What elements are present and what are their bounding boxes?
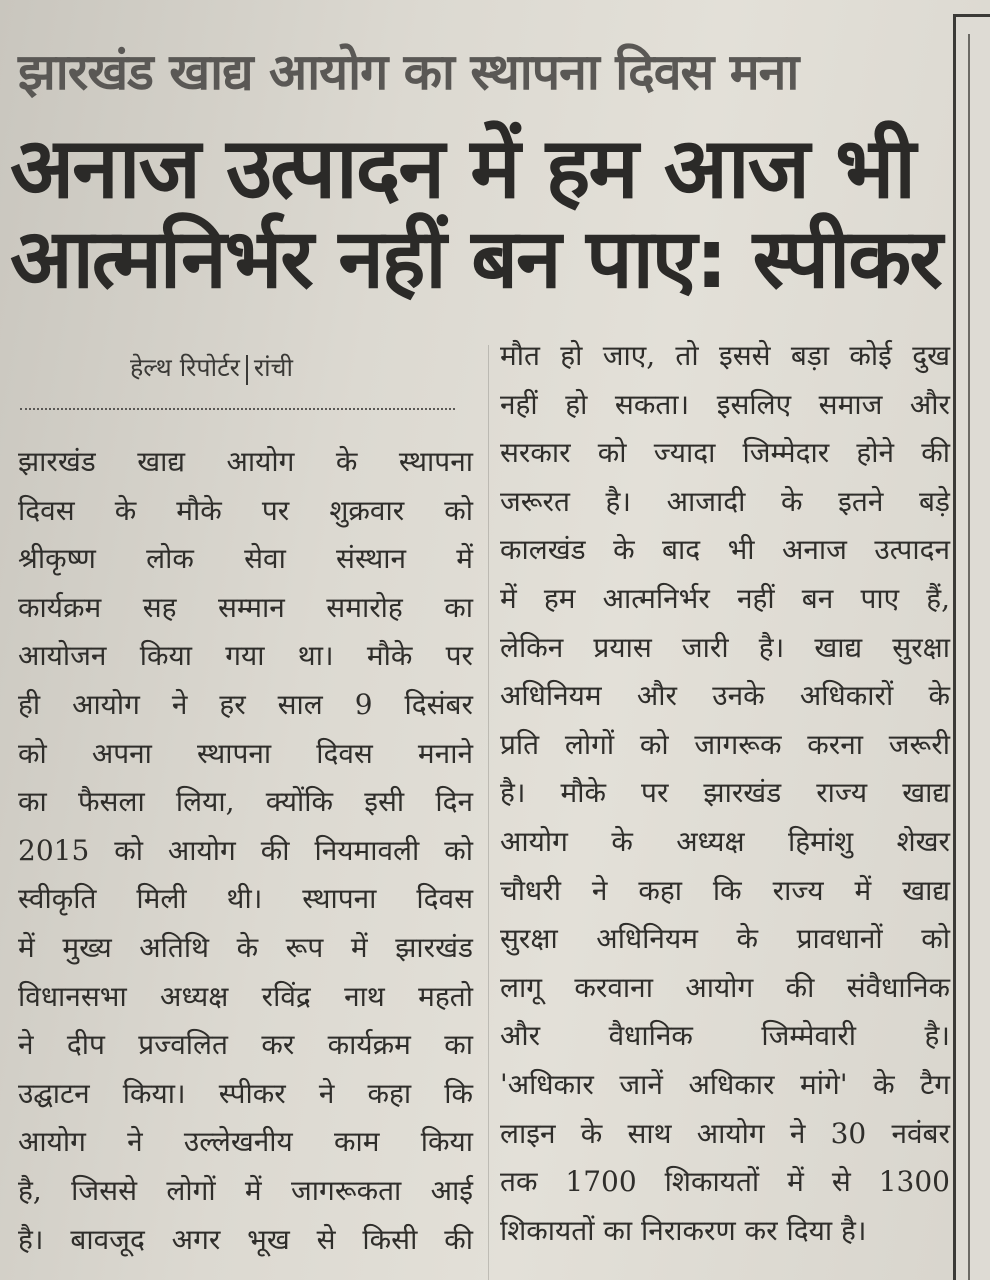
headline-line: अनाज उत्पादन में हम आज भी [10,119,915,217]
adjacent-article-rule [968,34,970,1280]
body-line: विधानसभा अध्यक्ष रविंद्र नाथ महतो [18,979,473,1013]
body-line: में मुख्य अतिथि के रूप में झारखंड [18,930,473,964]
body-line: 2015 को आयोग की नियमावली को [18,833,473,867]
body-line: शिकायतों का निराकरण कर दिया है। [500,1213,867,1247]
body-line: को अपना स्थापना दिवस मनाने [18,736,473,770]
byline-reporter: हेल्थ रिपोर्टर [130,353,240,382]
column-divider [488,345,489,1280]
body-line: स्वीकृति मिली थी। स्थापना दिवस [18,882,473,916]
body-column-left [18,438,473,1264]
body-line: आयोग के अध्यक्ष हिमांशु शेखर [500,824,950,858]
article-kicker: झारखंड खाद्य आयोग का स्थापना दिवस मना [18,43,799,101]
body-line: 'अधिकार जानें अधिकार मांगे' के टैग [500,1067,950,1101]
body-line: लागू करवाना आयोग की संवैधानिक [500,970,950,1004]
byline-city: रांची [253,353,293,382]
body-line: सरकार को ज्यादा जिम्मेदार होने की [500,436,950,470]
body-line: ने दीप प्रज्वलित कर कार्यक्रम का [18,1028,473,1062]
byline-divider [20,408,455,410]
body-line: कालखंड के बाद भी अनाज उत्पादन [500,533,950,567]
adjacent-article-border [953,14,990,1280]
body-line: लेकिन प्रयास जारी है। खाद्य सुरक्षा [500,630,950,664]
body-column-right [500,332,950,1255]
body-line: ही आयोग ने हर साल 9 दिसंबर [18,687,473,721]
body-line: उद्घाटन किया। स्पीकर ने कहा कि [18,1076,473,1110]
article-byline [130,350,293,385]
body-line: अधिनियम और उनके अधिकारों के [500,679,950,713]
body-line: लाइन के साथ आयोग ने 30 नवंबर [500,1116,950,1150]
body-line: कार्यक्रम सह सम्मान समारोह का [18,590,473,624]
article-headline [10,119,945,307]
body-line: सुरक्षा अधिनियम के प्रावधानों को [500,922,950,956]
body-line: जरूरत है। आजादी के इतने बड़े [500,484,950,518]
body-line: श्रीकृष्ण लोक सेवा संस्थान में [18,542,473,576]
body-line: झारखंड खाद्य आयोग के स्थापना [18,445,473,478]
body-line: आयोग ने उल्लेखनीय काम किया [18,1125,473,1159]
body-line: है। मौके पर झारखंड राज्य खाद्य [500,776,950,810]
body-line: में हम आत्मनिर्भर नहीं बन पाए हैं, [500,581,950,615]
body-line: मौत हो जाए, तो इससे बड़ा कोई दुख [500,339,950,372]
body-line: दिवस के मौके पर शुक्रवार को [18,493,473,527]
headline-line: आत्मनिर्भर नहीं बन पाए: स्पीकर [10,212,941,307]
body-line: आयोजन किया गया था। मौके पर [18,639,473,673]
body-line: प्रति लोगों को जागरूक करना जरूरी [500,727,950,761]
body-line: का फैसला लिया, क्योंकि इसी दिन [18,785,473,819]
body-line: है, जिससे लोगों में जागरूकता आई [18,1173,473,1207]
body-line: है। बावजूद अगर भूख से किसी की [18,1222,473,1256]
body-line: चौधरी ने कहा कि राज्य में खाद्य [500,873,950,907]
body-line: और वैधानिक जिम्मेवारी है। [500,1019,950,1053]
body-line: नहीं हो सकता। इसलिए समाज और [500,387,950,421]
body-line: तक 1700 शिकायतों में से 1300 [500,1165,950,1199]
byline-separator [246,355,248,385]
